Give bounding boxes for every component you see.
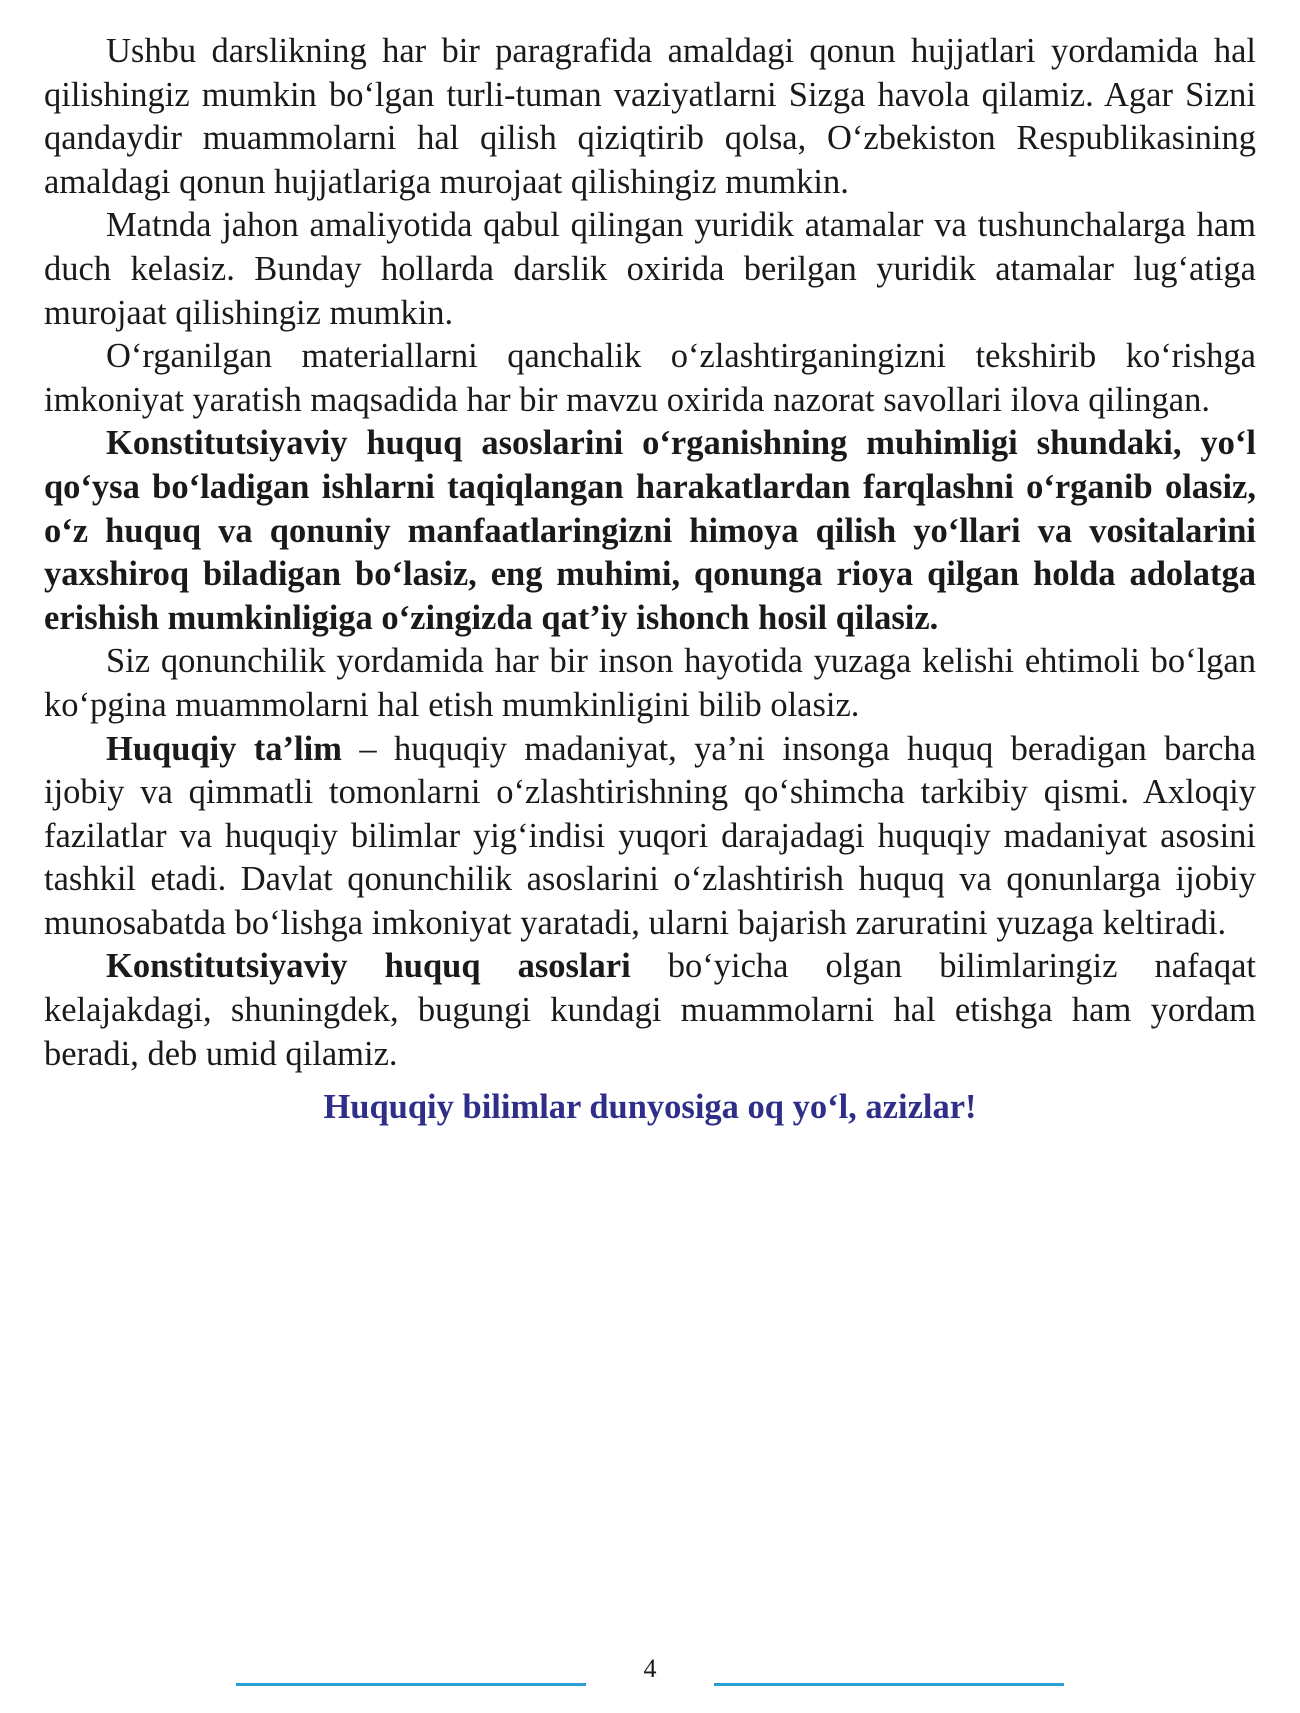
paragraph-legal-education	[44, 728, 1256, 946]
paragraph-importance: Konstitutsiyaviy huquq asoslarini o‘rganishning muhimligi shundaki, yo‘l qo‘ysa bo‘ladigan ishlarni taqiqlangan harakatlardan farqlashni o‘rganib olasiz, o‘z huquq va qonuniy manfaatlaringizni himoya qilish yo‘llari va vositalarini yaxshiroq biladigan bo‘lasiz, eng muhimi, qonunga rioya qilgan holda adolatga erishish mumkinligiga o‘zingizda qat’iy ishonch hosil qilasiz.	[44, 424, 1256, 637]
page-number: 4	[643, 1654, 657, 1683]
page-footer	[0, 1654, 1300, 1694]
paragraph-intro: Ushbu darslikning har bir paragrafida amaldagi qonun hujjatlari yordamida hal qilishingiz mumkin bo‘lgan turli-tuman vaziyatlarni Sizga havola qilamiz. Agar Sizni qandaydir muammolarni hal qilish qiziqtirib qolsa, O‘zbekiston Respublikasining amaldagi qonun hujjatlariga murojaat qilishingiz mumkin.	[44, 32, 1256, 201]
page-body	[44, 30, 1256, 1130]
legal-education-term: Huquqiy ta’lim	[106, 729, 342, 768]
paragraph-terms: Matnda jahon amaliyotida qabul qilingan yuridik atamalar va tushunchalarga ham duch kelasiz. Bunday hollarda darslik oxirida berilgan yuridik atamalar lug‘atiga murojaat qilishingiz mumkin.	[44, 206, 1256, 332]
footer-rule-right	[714, 1683, 1064, 1686]
constitutional-basics-term: Konstitutsiyaviy huquq asoslari	[106, 947, 631, 986]
paragraph-constitutional-basics	[44, 945, 1256, 1076]
footer-rule-left	[236, 1683, 586, 1686]
constitutional-basics-text: bo‘yicha olgan bilimlaringiz nafaqat kelajakdagi, shuningdek, bugungi kundagi muammolarni hal etishga ham yordam beradi, deb umid qilamiz.	[44, 947, 1256, 1073]
legal-education-text: – huquqiy madaniyat, ya’ni insonga huquq beradigan barcha ijobiy va qimmatli tomonlarni o‘zlashtirishning qo‘shimcha tarkibiy qismi. Axloqiy fazilatlar va huquqiy bilimlar yig‘indisi yuqori darajadagi huquqiy madaniyat asosini tashkil etadi. Davlat qonunchilik asoslarini o‘zlashtirish huquq va qonunlarga ijobiy munosabatda bo‘lishga imkoniyat yaratadi, ularni bajarish zaruratini yuzaga keltiradi.	[44, 729, 1256, 942]
paragraph-review-questions: O‘rganilgan materiallarni qanchalik o‘zlashtirganingizni tekshirib ko‘rishga imkoniyat yaratish maqsadida har bir mavzu oxirida nazorat savollari ilova qilingan.	[44, 337, 1256, 419]
paragraph-legislation: Siz qonunchilik yordamida har bir inson hayotida yuzaga kelishi ehtimoli bo‘lgan ko‘pgina muammolarni hal etish mumkinligini bilib olasiz.	[44, 642, 1256, 724]
closing-wish: Huquqiy bilimlar dunyosiga oq yo‘l, azizlar!	[323, 1088, 977, 1127]
